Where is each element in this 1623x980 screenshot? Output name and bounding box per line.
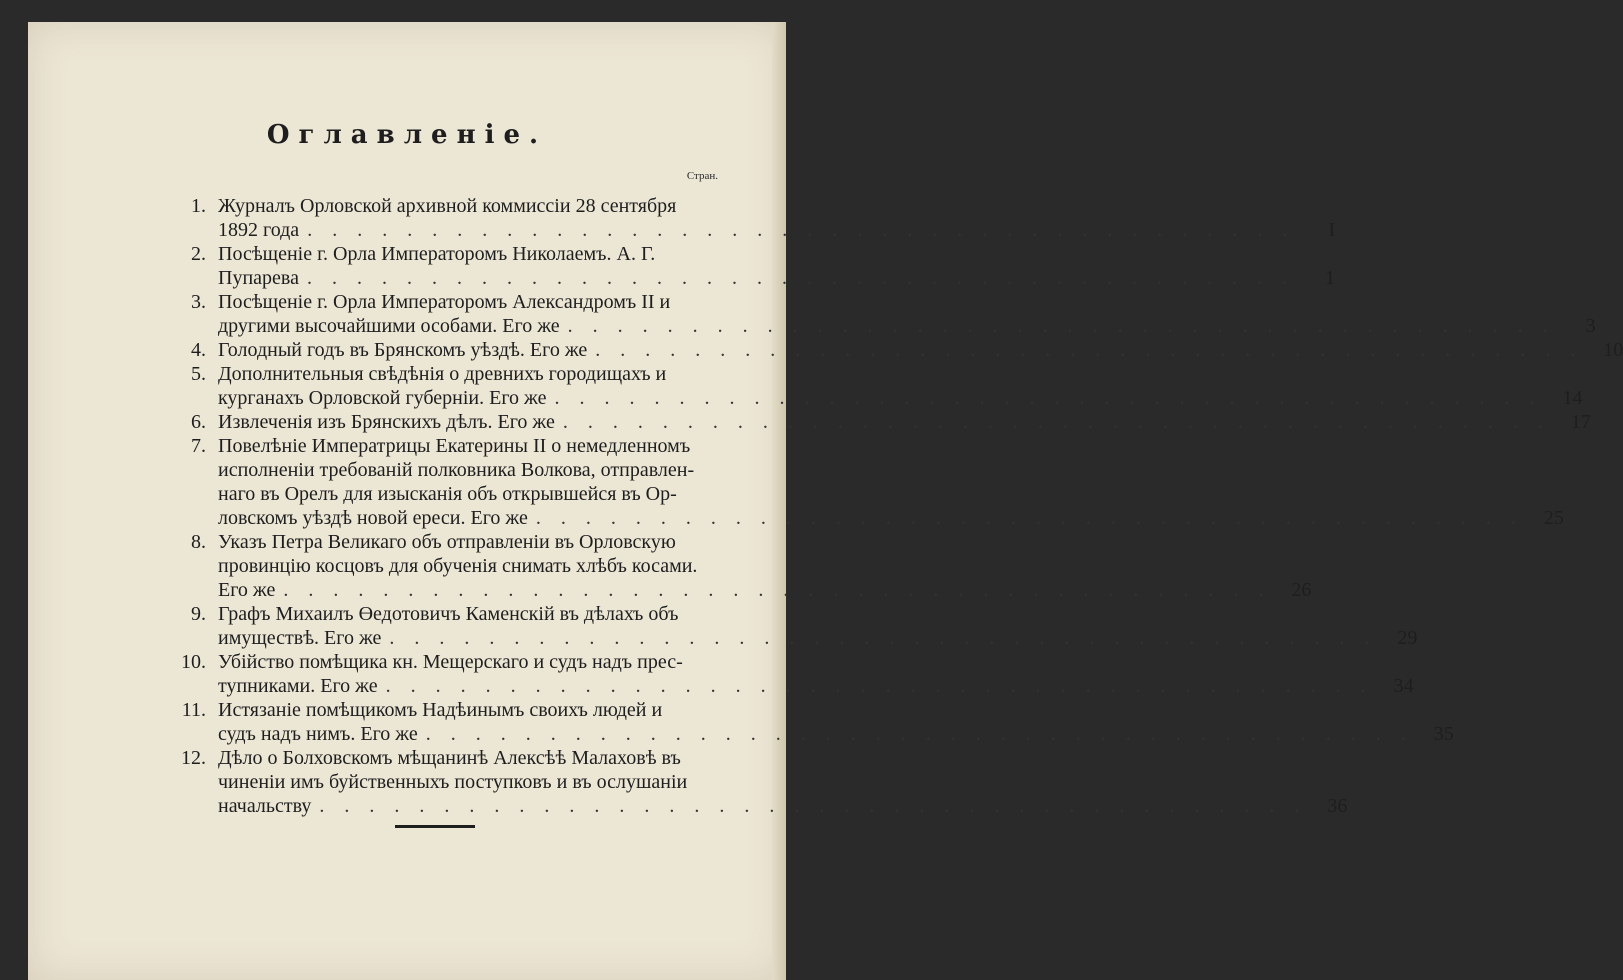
entry-title-text: Истязаніе помѣщикомъ Надѣинымъ своихъ людей и bbox=[218, 699, 663, 721]
dot-leader: ........................................ bbox=[595, 339, 1596, 361]
entry-number: 11. bbox=[181, 699, 206, 721]
entry-title-text: курганахъ Орловской губерніи. Его же bbox=[218, 387, 547, 409]
page-number: 3 bbox=[1585, 315, 1596, 337]
dot-leader: ........................................ bbox=[319, 795, 1320, 817]
entry-line bbox=[218, 410, 1591, 434]
toc-entry bbox=[146, 434, 1564, 530]
toc-entry bbox=[146, 650, 1414, 698]
page-column-header: Стран. bbox=[686, 170, 718, 182]
entry-title-text: начальству bbox=[218, 795, 312, 817]
dot-leader: ........................................ bbox=[562, 411, 1563, 433]
entry-number: 3. bbox=[191, 291, 206, 313]
entry-line bbox=[218, 266, 1335, 290]
entry-line bbox=[218, 386, 1583, 410]
page-number: 14 bbox=[1562, 387, 1583, 409]
page-number: 10 bbox=[1603, 339, 1623, 361]
entry-line bbox=[218, 578, 1311, 602]
entry-title-text: Указъ Петра Великаго объ отправленіи въ Орловскую bbox=[218, 531, 676, 553]
entry-line bbox=[218, 242, 1335, 266]
entry-line bbox=[218, 554, 1311, 578]
toc-entry bbox=[146, 410, 1591, 434]
entry-line bbox=[218, 194, 1335, 218]
entry-number: 6. bbox=[191, 411, 206, 433]
toc-entry bbox=[146, 194, 1336, 242]
toc-entry bbox=[146, 290, 1596, 338]
entry-number: 12. bbox=[181, 747, 206, 769]
page-number: 35 bbox=[1433, 723, 1454, 745]
dot-leader: ........................................ bbox=[554, 387, 1555, 409]
entry-line bbox=[218, 650, 1414, 674]
entry-number: 8. bbox=[191, 531, 206, 553]
toc-entry bbox=[146, 338, 1623, 362]
dot-leader: ........................................ bbox=[425, 723, 1426, 745]
closing-rule bbox=[395, 825, 475, 828]
page-number: 17 bbox=[1570, 411, 1591, 433]
entry-title-text: Посѣщеніе г. Орла Императоромъ Александромъ II и bbox=[218, 291, 671, 313]
entry-line bbox=[218, 290, 1596, 314]
dot-leader: ........................................ bbox=[307, 219, 1308, 241]
entry-number: 10. bbox=[181, 651, 206, 673]
dot-leader: ........................................ bbox=[535, 507, 1536, 529]
entry-title-text: Его же bbox=[218, 579, 276, 601]
entry-line bbox=[218, 530, 1311, 554]
entry-title-text: Журналъ Орловской архивной коммиссіи 28 сентября bbox=[218, 195, 677, 217]
entry-line bbox=[218, 770, 1347, 794]
entry-line bbox=[218, 722, 1454, 746]
entry-title-text: Убійство помѣщика кн. Мещерскаго и судъ надъ прес- bbox=[218, 651, 683, 673]
toc-entry bbox=[146, 698, 1454, 746]
entry-title-text: исполненіи требованій полковника Волкова, отправлен- bbox=[218, 459, 695, 481]
dot-leader: ........................................ bbox=[385, 675, 1386, 697]
entry-line bbox=[218, 482, 1564, 506]
entry-title-text: Графъ Михаилъ Өедотовичъ Каменскій въ дѣлахъ объ bbox=[218, 603, 679, 625]
entry-title-text: имуществѣ. Его же bbox=[218, 627, 382, 649]
entry-title-text: Извлеченія изъ Брянскихъ дѣлъ. Его же bbox=[218, 411, 555, 433]
page-number: 1 bbox=[1324, 267, 1335, 289]
entry-number: 7. bbox=[191, 435, 206, 457]
entry-line bbox=[218, 626, 1417, 650]
toc-entry bbox=[146, 602, 1418, 650]
entry-title-text: судъ надъ нимъ. Его же bbox=[218, 723, 418, 745]
page-title: Оглавленіе. bbox=[266, 120, 548, 150]
dot-leader: ........................................ bbox=[283, 579, 1284, 601]
book-page bbox=[28, 22, 1623, 980]
entry-title-text: провинцію косцовъ для обученія снимать хлѣбъ косами. bbox=[218, 555, 698, 577]
entry-title-text: чиненіи имъ буйственныхъ поступковъ и въ ослушаніи bbox=[218, 771, 688, 793]
toc-entry bbox=[146, 530, 1312, 602]
page-number: 25 bbox=[1543, 507, 1564, 529]
dot-leader: ........................................ bbox=[306, 267, 1307, 289]
entry-title-text: тупниками. Его же bbox=[218, 675, 378, 697]
entry-title-text: Посѣщеніе г. Орла Императоромъ Николаемъ. А. Г. bbox=[218, 243, 656, 265]
entry-title-text: наго въ Орелъ для изысканія объ открывшейся въ Ор- bbox=[218, 483, 677, 505]
entry-line bbox=[218, 674, 1414, 698]
toc-entry bbox=[146, 242, 1335, 290]
entry-line bbox=[218, 794, 1347, 818]
entry-number: 2. bbox=[191, 243, 206, 265]
entry-line bbox=[218, 458, 1564, 482]
entry-line bbox=[218, 746, 1347, 770]
entry-title-text: Пупарева bbox=[218, 267, 299, 289]
dot-leader: ........................................ bbox=[389, 627, 1390, 649]
entry-line bbox=[218, 218, 1335, 242]
entry-title-text: Дѣло о Болховскомъ мѣщанинѣ Алексѣѣ Малаховѣ въ bbox=[218, 747, 681, 769]
page-number: 26 bbox=[1291, 579, 1312, 601]
entry-title-text: Голодный годъ въ Брянскомъ уѣздѣ. Его же bbox=[218, 339, 588, 361]
entry-title-text: другими высочайшими особами. Его же bbox=[218, 315, 560, 337]
entry-line bbox=[218, 434, 1564, 458]
entry-title-text: Дополнительныя свѣдѣнія о древнихъ городищахъ и bbox=[218, 363, 667, 385]
page-number: 34 bbox=[1393, 675, 1414, 697]
page-number: 36 bbox=[1327, 795, 1348, 817]
page-number: I bbox=[1328, 219, 1336, 241]
dot-leader: ........................................ bbox=[567, 315, 1568, 337]
entry-line bbox=[218, 362, 1583, 386]
page-number: 29 bbox=[1397, 627, 1418, 649]
entry-line bbox=[218, 338, 1623, 362]
entry-number: 1. bbox=[191, 195, 206, 217]
entry-line bbox=[218, 602, 1417, 626]
toc-entry bbox=[146, 362, 1583, 410]
entry-line bbox=[218, 314, 1596, 338]
toc-entry bbox=[146, 746, 1348, 818]
entry-line bbox=[218, 506, 1564, 530]
entry-number: 9. bbox=[191, 603, 206, 625]
entry-line bbox=[218, 698, 1454, 722]
entry-title-text: 1892 года bbox=[218, 219, 300, 241]
table-of-contents bbox=[146, 194, 1623, 818]
entry-number: 4. bbox=[191, 339, 206, 361]
entry-number: 5. bbox=[191, 363, 206, 385]
entry-title-text: Повелѣніе Императрицы Екатерины II о немедленномъ bbox=[218, 435, 691, 457]
entry-title-text: ловскомъ уѣздѣ новой ереси. Его же bbox=[218, 507, 528, 529]
